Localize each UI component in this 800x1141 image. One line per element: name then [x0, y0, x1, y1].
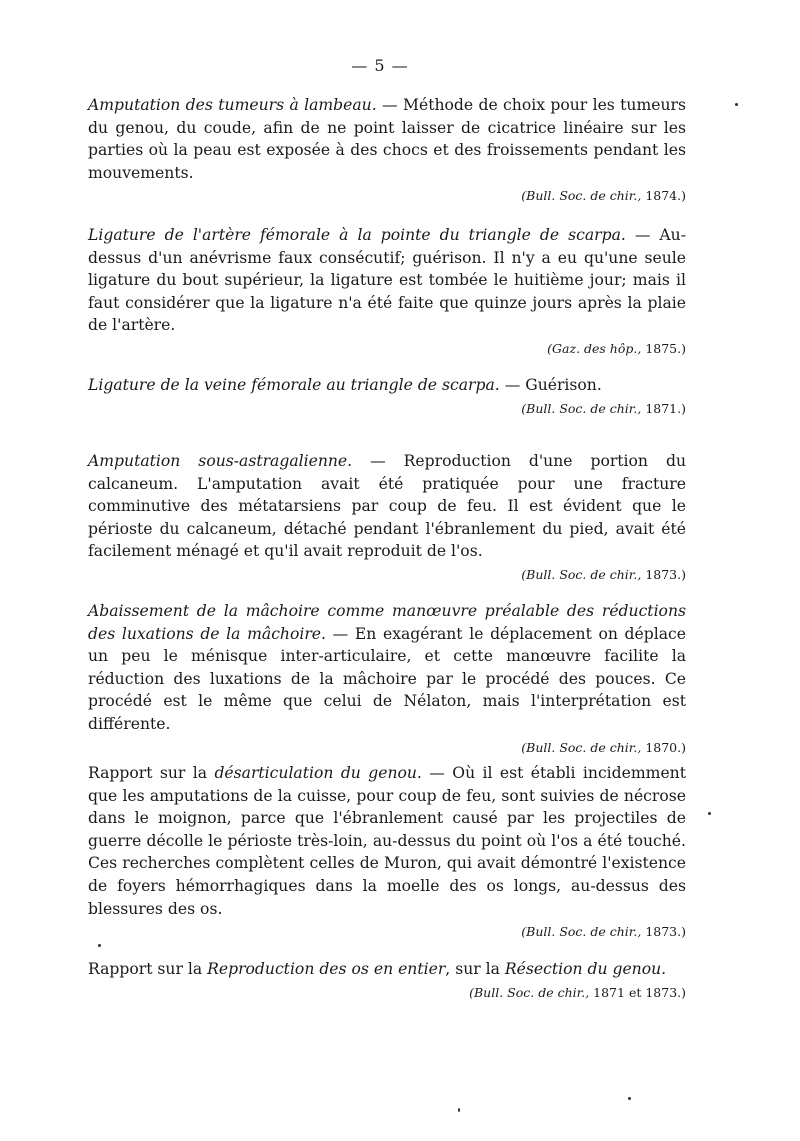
entry-paragraph: [88, 600, 686, 736]
citation-source: (Bull. Soc. de chir.,: [521, 739, 642, 755]
entry-paragraph: [88, 224, 686, 337]
entry-text: — Reproduction d'une portion du calcaneum. L'amputation avait été pratiquée pour une fracture comminutive des métatarsiens par coup de feu. Il est évident que le périoste du calcaneum, détaché pendant l'ébranlement du pied, avait été facilement ménagé et qu'il avait reproduit de l'os.: [88, 452, 686, 561]
scan-speck: [458, 1108, 460, 1112]
scan-speck: [628, 1097, 631, 1100]
entry-title-2: Résection du genou.: [504, 960, 667, 978]
citation-year: 1870.): [645, 739, 686, 755]
citation-year: 1871.): [645, 400, 686, 416]
citation-source: (Gaz. des hôp.,: [547, 340, 642, 356]
entry-title: Ligature de la veine fémorale au triangle de scarpa.: [88, 376, 500, 394]
entry-citation: [88, 924, 686, 939]
citation-year: 1873.): [645, 566, 686, 582]
entry-title: Amputation sous-astragalienne.: [88, 452, 353, 470]
citation-source: (Bull. Soc. de chir.,: [521, 924, 642, 940]
entry-citation: [88, 401, 686, 416]
entry-text: — Au-dessus d'un anévrisme faux consécutif; guérison. Il n'y a eu qu'une seule ligature du bout supérieur, la ligature est tombée le huitième jour; mais il faut considérer que la ligature n'a été faite que quinze jours après la plaie de l'artère.: [88, 226, 686, 335]
entry-ligature-veine: [88, 374, 686, 416]
entry-prefix: Rapport sur la: [88, 960, 208, 978]
entry-title: Amputation des tumeurs à lambeau.: [88, 96, 377, 114]
scan-speck: [735, 103, 738, 106]
page-number: — 5 —: [351, 56, 409, 75]
entry-title: Ligature de l'artère fémorale à la pointe du triangle de scarpa.: [88, 226, 626, 244]
entry-title: Abaissement de la mâchoire comme manœuvre préalable des réductions des luxations de la mâchoire.: [88, 602, 686, 643]
scan-speck: [98, 944, 101, 947]
entry-title: désarticulation du genou.: [214, 764, 422, 782]
entry-middle: , sur la: [445, 960, 505, 978]
entry-citation: [88, 985, 686, 1000]
entry-amputation-sous-astragalienne: [88, 450, 686, 582]
entry-text: — Guérison.: [499, 376, 602, 394]
entry-text: — Où il est établi incidemment que les amputations de la cuisse, pour coup de feu, sont suivies de nécrose dans le moignon, parce que l'ébranlement causé par les projectiles de guerre décolle le périoste très-loin, au-dessus du point où l'os a été touché. Ces recherches complètent celles de Muron, qui avait démontré l'existence de foyers hémorrhagiques dans la moelle des os longs, au-dessus des blessures des os.: [88, 764, 686, 918]
citation-year: 1875.): [645, 340, 686, 356]
citation-source: (Bull. Soc. de chir.,: [521, 188, 642, 204]
citation-source: (Bull. Soc. de chir.,: [469, 984, 590, 1000]
entry-abaissement-machoire: [88, 600, 686, 755]
entry-amputation-tumeurs: [88, 94, 686, 203]
citation-year: 1871 et 1873.): [593, 984, 686, 1000]
entry-paragraph: [88, 94, 686, 184]
citation-source: (Bull. Soc. de chir.,: [521, 566, 642, 582]
citation-year: 1873.): [645, 924, 686, 940]
entry-ligature-artere: [88, 224, 686, 356]
entry-citation: [88, 341, 686, 356]
entry-text: — Méthode de choix pour les tumeurs du genou, du coude, afin de ne point laisser de cicatrice linéaire sur les parties où la peau est exposée à des chocs et des froissements pendant les mouvements.: [88, 96, 686, 182]
entry-paragraph: [88, 374, 686, 397]
scan-speck: [708, 812, 711, 815]
citation-year: 1874.): [645, 188, 686, 204]
entry-rapport-desarticulation: [88, 762, 686, 939]
entry-paragraph: [88, 762, 686, 920]
entry-citation: [88, 740, 686, 755]
entry-paragraph: [88, 958, 686, 981]
entry-citation: [88, 188, 686, 203]
entry-text: — En exagérant le déplacement on déplace un peu le ménisque inter-articulaire, et cette manœuvre facilite la réduction des luxations de la mâchoire par le procédé des pouces. Ce procédé est le même que celui de Nélaton, mais l'interprétation est différente.: [88, 624, 686, 733]
entry-paragraph: [88, 450, 686, 563]
entry-citation: [88, 567, 686, 582]
entry-title: Reproduction des os en entier: [207, 960, 446, 978]
citation-source: (Bull. Soc. de chir.,: [521, 400, 642, 416]
entry-rapport-reproduction: [88, 958, 686, 1000]
entry-prefix: Rapport sur la: [88, 764, 215, 782]
